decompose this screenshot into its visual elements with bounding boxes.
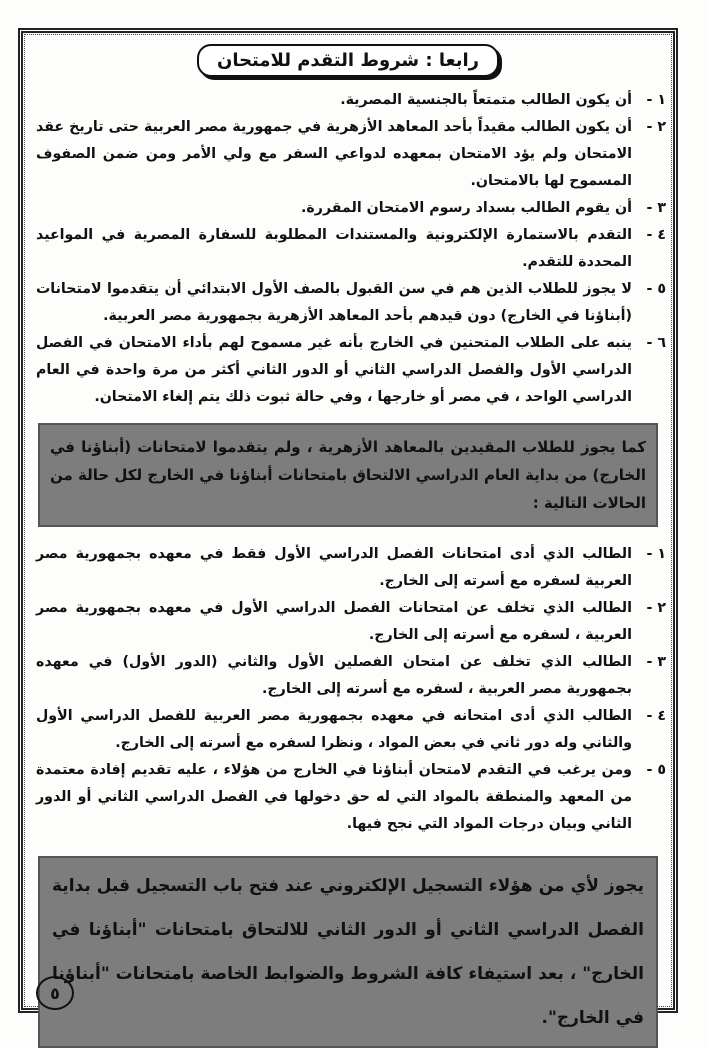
item-number: ٥ - — [646, 281, 666, 297]
item-text: أن يكون الطالب مقيداً بأحد المعاهد الأزهرية في جمهورية مصر العربية حتى تاريخ عقد الامتحان ولم يؤد الامتحان بمعهده لدواعي السفر مع ولي الأمر ومن ضمن الصفوف المسموح لها بالامتحان. — [36, 119, 632, 189]
item-text: التقدم بالاستمارة الإلكترونية والمستندات المطلوبة للسفارة المصرية في المواعيد المحددة للتقدم. — [36, 227, 632, 270]
item-number: ٤ - — [646, 708, 666, 724]
item-text: لا يجوز للطلاب الذين هم في سن القبول بالصف الأول الابتدائي أن يتقدموا لامتحانات (أبناؤنا في الخارج) دون قيدهم بأحد المعاهد الأزهرية بجمهورية مصر العربية. — [36, 281, 632, 324]
item-text: الطالب الذي تخلف عن امتحان الفصلين الأول والثاني (الدور الأول) في معهده بجمهورية مصر العربية ، لسفره مع أسرته إلى الخارج. — [36, 654, 632, 697]
item-text: أن يقوم الطالب بسداد رسوم الامتحان المقررة. — [301, 200, 632, 216]
cases-list — [30, 541, 666, 838]
item-text: ومن يرغب في التقدم لامتحان أبناؤنا في الخارج من هؤلاء ، عليه تقديم إفادة معتمدة من المعهد والمنطقة بالمواد التي له حق دخولها في الفصل الدراسي الثاني أو الدور الثاني وبيان درجات المواد التي نجح فيها. — [36, 762, 632, 832]
item-text: الطالب الذي أدى امتحانه في معهده بجمهورية مصر العربية للفصل الدراسي الأول والثاني وله دور ثاني في بعض المواد ، ونظرا لسفره مع أسرته إلى الخارج. — [36, 708, 632, 751]
list-item — [36, 649, 666, 703]
item-number: ١ - — [646, 546, 666, 562]
item-number: ٢ - — [646, 600, 666, 616]
item-text: الطالب الذي أدى امتحانات الفصل الدراسي الأول فقط في معهده بجمهورية مصر العربية لسفره مع أسرته إلى الخارج. — [36, 546, 632, 589]
note-box-1: كما يجوز للطلاب المقيدين بالمعاهد الأزهرية ، ولم يتقدموا لامتحانات (أبناؤنا في الخارج) من بداية العام الدراسي الالتحاق بامتحانات أبناؤنا في الخارج لكل حالة من الحالات التالية : — [38, 423, 658, 527]
item-number: ١ - — [646, 92, 666, 108]
section-title: رابعا : شروط التقدم للامتحان — [197, 44, 499, 77]
item-number: ٢ - — [646, 119, 666, 135]
page-number: ٥ — [36, 976, 74, 1010]
list-item — [36, 195, 666, 222]
item-number: ٥ - — [646, 762, 666, 778]
document-page — [30, 38, 666, 1028]
list-item — [36, 222, 666, 276]
item-number: ٤ - — [646, 227, 666, 243]
item-text: أن يكون الطالب متمتعاً بالجنسية المصرية. — [340, 92, 632, 108]
item-number: ٣ - — [646, 654, 666, 670]
list-item — [36, 703, 666, 757]
item-number: ٦ - — [646, 335, 666, 351]
list-item — [36, 87, 666, 114]
item-text: الطالب الذي تخلف عن امتحانات الفصل الدراسي الأول في معهده بجمهورية مصر العربية ، لسفره مع أسرته إلى الخارج. — [36, 600, 632, 643]
conditions-list — [30, 87, 666, 411]
note-box-2: يجوز لأي من هؤلاء التسجيل الإلكتروني عند فتح باب التسجيل قبل بداية الفصل الدراسي الثاني أو الدور الثاني للالتحاق بامتحانات "أبناؤنا في الخارج" ، بعد استيفاء كافة الشروط والضوابط الخاصة بامتحانات "أبناؤنا في الخارج". — [38, 856, 658, 1048]
list-item — [36, 757, 666, 838]
list-item — [36, 330, 666, 411]
list-item — [36, 595, 666, 649]
list-item — [36, 541, 666, 595]
list-item — [36, 114, 666, 195]
item-number: ٣ - — [646, 200, 666, 216]
list-item — [36, 276, 666, 330]
item-text: ينبه على الطلاب المتحنين في الخارج بأنه غير مسموح لهم بأداء الامتحان في الفصل الدراسي الأول والفصل الدراسي الثاني أو الدور الثاني أكثر من مرة واحدة في العام الدراسي الواحد ، في مصر أو خارجها ، وفي حالة ثبوت ذلك يتم إلغاء الامتحان. — [36, 335, 632, 405]
title-wrap — [30, 44, 666, 77]
